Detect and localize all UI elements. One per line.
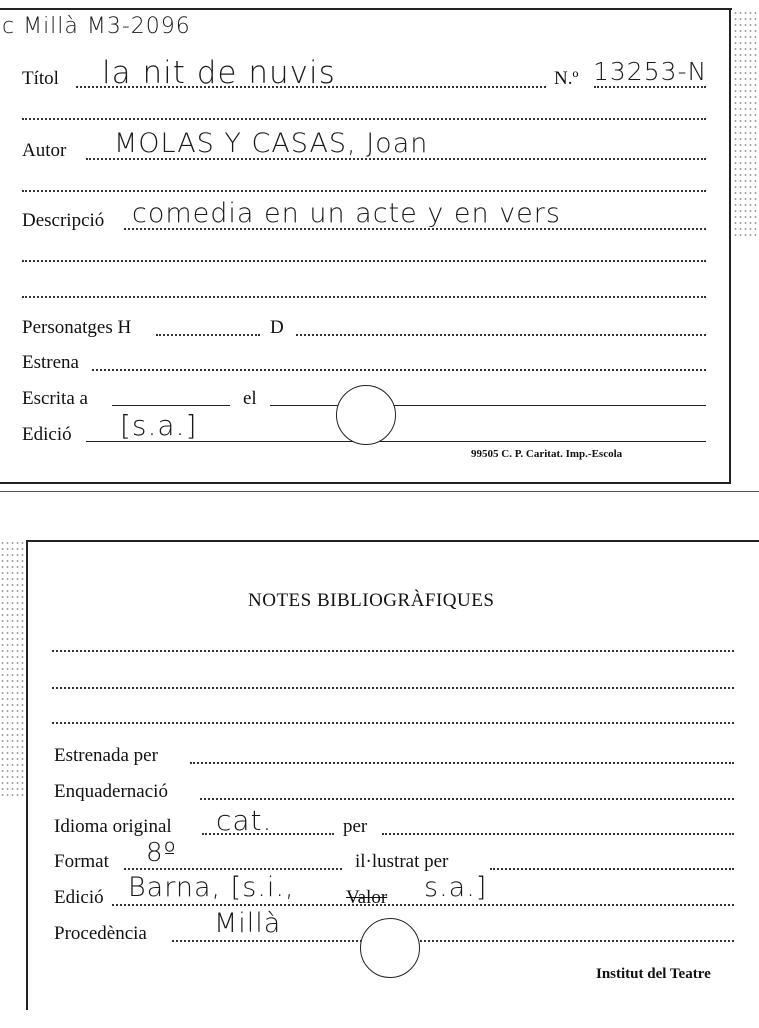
estrena-label: Estrena <box>22 352 79 373</box>
printer-imprint: 99505 C. P. Caritat. Imp.-Escola <box>471 448 623 460</box>
personatges-label: Personatges H <box>22 317 132 338</box>
catalog-header-note: c Millà M3-2096 <box>2 14 191 39</box>
numero-value: 13253-N <box>593 57 708 86</box>
punch-hole-bottom <box>360 918 420 978</box>
descripcio-label: Descripció <box>22 210 105 231</box>
format-label: Format <box>54 851 109 872</box>
idioma-label: Idioma original <box>54 816 172 837</box>
idioma-value: cat. <box>216 804 273 837</box>
numero-label: N.º <box>554 68 579 89</box>
descripcio-value: comedia en un acte y en vers <box>132 198 561 229</box>
edicio-value: [s.a.] <box>120 409 198 442</box>
edicio-struck-value: Valor <box>346 887 388 908</box>
procedencia-value: Millà <box>214 908 282 939</box>
notes-heading: NOTES BIBLIOGRÀFIQUES <box>248 590 495 611</box>
enquadernacio-label: Enquadernació <box>54 781 168 802</box>
d-label: D <box>270 317 284 338</box>
estrenada-label: Estrenada per <box>54 745 158 766</box>
titol-value: la nit de nuvis <box>102 55 336 91</box>
el-label: el <box>243 388 257 409</box>
institution-footer: Institut del Teatre <box>596 966 711 982</box>
edicio-label-bottom: Edició <box>54 887 104 908</box>
titol-label: Títol <box>22 68 59 89</box>
punch-hole <box>336 385 396 445</box>
escrita-label: Escrita a <box>22 388 88 409</box>
edicio-label: Edició <box>22 424 72 445</box>
format-value: 8º <box>146 838 177 868</box>
edicio-value-1: Barna, [s.i., <box>128 872 295 903</box>
per-label: per <box>343 816 368 837</box>
procedencia-label: Procedència <box>54 923 147 944</box>
autor-value: MOLAS Y CASAS, Joan <box>114 128 429 159</box>
autor-label: Autor <box>22 140 67 161</box>
edicio-value-2: s.a.] <box>424 872 488 903</box>
illustrat-label: il·lustrat per <box>355 851 449 872</box>
